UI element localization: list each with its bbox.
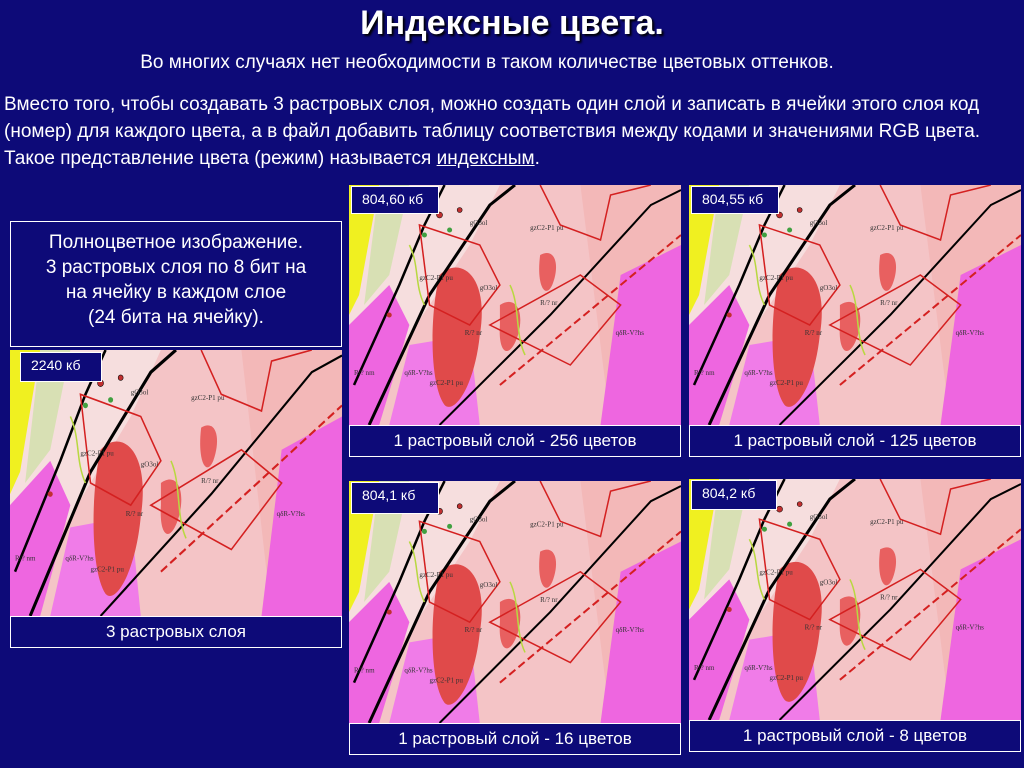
svg-text:qδR-V?hs: qδR-V?hs [744, 663, 773, 672]
svg-text:gzC2-P1 pu: gzC2-P1 pu [759, 568, 793, 577]
svg-text:gzC2-P1 pu: gzC2-P1 pu [429, 379, 463, 387]
paragraph-end: . [534, 148, 540, 169]
svg-text:gzC2-P1 pu: gzC2-P1 pu [530, 520, 564, 529]
svg-text:R/? nr: R/? nr [804, 329, 823, 337]
indexed-link[interactable]: индексным [436, 148, 535, 169]
svg-text:R/? nr: R/? nr [464, 329, 483, 337]
file-size-badge: 804,60 кб [351, 186, 439, 214]
description-line: на ячейку в каждом слое [65, 282, 287, 303]
description-line: Полноцветное изображение. [48, 232, 304, 253]
svg-text:gzC2-P1 pu: gzC2-P1 pu [191, 392, 225, 402]
svg-text:R/? nr: R/? nr [125, 508, 144, 519]
svg-text:qδR-V?hs: qδR-V?hs [276, 508, 305, 519]
full-color-description [10, 221, 342, 347]
svg-text:gzC2-P1 pu: gzC2-P1 pu [769, 673, 803, 682]
subtitle: Во многих случаях нет необходимости в таком количестве цветовых оттенков. [140, 52, 834, 73]
svg-text:qδR-V?hs: qδR-V?hs [955, 329, 984, 337]
svg-text:R/? nr: R/? nr [464, 626, 483, 635]
svg-text:R/? nm: R/? nm [354, 666, 375, 675]
geologic-map-256-colors [349, 185, 681, 425]
svg-text:gO3ol: gO3ol [809, 219, 828, 227]
svg-text:gzC2-P1 pu: gzC2-P1 pu [90, 564, 124, 574]
svg-text:gzC2-P1 pu: gzC2-P1 pu [870, 224, 904, 232]
svg-text:qδR-V?hs: qδR-V?hs [615, 626, 644, 635]
map-caption: 3 растровых слоя [10, 616, 342, 648]
svg-text:gzC2-P1 pu: gzC2-P1 pu [769, 379, 803, 387]
svg-text:gzC2-P1 pu: gzC2-P1 pu [530, 224, 564, 232]
svg-text:gO3ol: gO3ol [140, 459, 159, 469]
map-caption: 1 растровый слой - 256 цветов [349, 425, 681, 457]
svg-text:R/? nm: R/? nm [694, 369, 715, 377]
file-size-badge: 804,2 кб [691, 480, 777, 510]
svg-text:gzC2-P1 pu: gzC2-P1 pu [870, 518, 904, 527]
geologic-map-16-colors [349, 481, 681, 723]
svg-text:R/? nr: R/? nr [540, 299, 558, 307]
svg-text:R/? nr: R/? nr [540, 595, 558, 605]
intro-paragraph [4, 91, 1020, 172]
svg-text:qδR-V?hs: qδR-V?hs [404, 369, 433, 377]
svg-text:qδR-V?hs: qδR-V?hs [615, 329, 644, 337]
svg-text:gzC2-P1 pu: gzC2-P1 pu [759, 274, 793, 282]
file-size-badge: 2240 кб [20, 352, 102, 382]
description-line: 3 растровых слоя по 8 бит на [45, 257, 307, 278]
svg-text:gO3ol: gO3ol [819, 578, 838, 587]
svg-text:R/? nm: R/? nm [354, 369, 375, 377]
geologic-map-full-color [10, 350, 342, 616]
svg-text:R/? nr: R/? nr [804, 623, 823, 632]
svg-text:gO3ol: gO3ol [809, 513, 828, 522]
svg-text:gzC2-P1 pu: gzC2-P1 pu [80, 447, 114, 458]
svg-text:R/? nr: R/? nr [880, 299, 898, 307]
map-caption: 1 растровый слой - 16 цветов [349, 723, 681, 755]
svg-text:gO3ol: gO3ol [479, 580, 498, 589]
file-size-badge: 804,1 кб [351, 482, 439, 514]
svg-text:gzC2-P1 pu: gzC2-P1 pu [419, 274, 453, 282]
svg-text:gO3ol: gO3ol [479, 284, 498, 292]
svg-text:gzC2-P1 pu: gzC2-P1 pu [429, 676, 463, 685]
map-caption: 1 растровый слой - 8 цветов [689, 720, 1021, 752]
geologic-map-8-colors [689, 479, 1021, 720]
svg-text:R/? nm: R/? nm [15, 553, 36, 563]
file-size-badge: 804,55 кб [691, 186, 779, 214]
svg-text:gO3ol: gO3ol [469, 515, 488, 524]
svg-text:qδR-V?hs: qδR-V?hs [955, 623, 984, 632]
paragraph-text: Вместо того, чтобы создавать 3 растровых слоя, можно создать один слой и записать в ячейки этого слоя код (номер) для каждого цвета, а в файл добавить таблицу соответствия между кодами и значениями RGB цвета. Такое представление цвета (режим) называется [4, 94, 981, 169]
svg-text:qδR-V?hs: qδR-V?hs [65, 553, 94, 563]
map-caption: 1 растровый слой - 125 цветов [689, 425, 1021, 457]
geologic-map-125-colors [689, 185, 1021, 425]
svg-text:R/? nr: R/? nr [201, 475, 219, 486]
svg-text:gO3ol: gO3ol [469, 219, 488, 227]
page-title: Индексные цвета. [360, 4, 664, 42]
svg-text:R/? nm: R/? nm [694, 663, 715, 672]
svg-text:gO3ol: gO3ol [819, 284, 838, 292]
svg-text:gzC2-P1 pu: gzC2-P1 pu [419, 570, 453, 579]
svg-text:gO3ol: gO3ol [130, 387, 149, 397]
description-line: (24 бита на ячейку). [88, 307, 264, 328]
svg-text:qδR-V?hs: qδR-V?hs [744, 369, 773, 377]
svg-text:qδR-V?hs: qδR-V?hs [404, 666, 433, 675]
svg-text:R/? nr: R/? nr [880, 593, 898, 602]
